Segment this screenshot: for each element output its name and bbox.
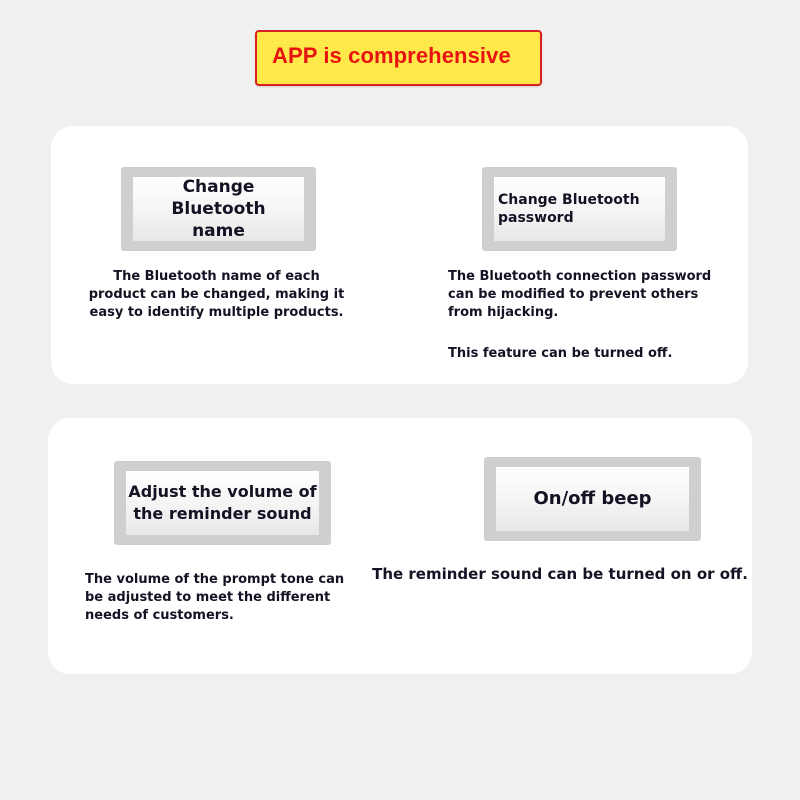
banner-title: APP is comprehensive (272, 43, 511, 68)
title-banner (255, 30, 542, 86)
beep-toggle-label: On/off beep (496, 467, 689, 531)
button-label-line: password (498, 210, 574, 226)
description-line: can be modified to prevent others (448, 287, 699, 302)
beep-description: The reminder sound can be turned on or off. (372, 565, 748, 583)
button-label-line: Change Bluetooth (498, 192, 640, 208)
description-line: product can be changed, making it (88, 287, 345, 302)
change-bluetooth-password-label (494, 177, 665, 241)
change-bluetooth-name-label (133, 177, 304, 241)
description-line: The Bluetooth connection password (448, 269, 712, 284)
button-label-line: name (192, 221, 245, 241)
adjust-reminder-volume-button[interactable] (114, 461, 331, 545)
description-line: easy to identify multiple products. (89, 305, 344, 320)
adjust-reminder-volume-label (126, 471, 319, 535)
button-label-line: Change Bluetooth (171, 177, 266, 219)
bluetooth-name-description (84, 268, 349, 322)
description-line: The volume of the prompt tone can (85, 572, 345, 587)
beep-toggle-button[interactable] (484, 457, 701, 541)
description-line: from hijacking. (448, 305, 559, 320)
reminder-volume-description (85, 571, 365, 625)
description-line: needs of customers. (85, 608, 234, 623)
button-label-line: the reminder sound (133, 504, 312, 523)
description-line: be adjusted to meet the different (85, 590, 331, 605)
bluetooth-password-description (448, 268, 733, 322)
description-line: The Bluetooth name of each (113, 269, 320, 284)
change-bluetooth-name-button[interactable] (121, 167, 316, 251)
feature-card-bluetooth (51, 126, 748, 384)
change-bluetooth-password-button[interactable] (482, 167, 677, 251)
feature-card-sound (48, 418, 752, 674)
bluetooth-password-note: This feature can be turned off. (448, 346, 673, 361)
button-label-line: Adjust the volume of (128, 482, 317, 501)
